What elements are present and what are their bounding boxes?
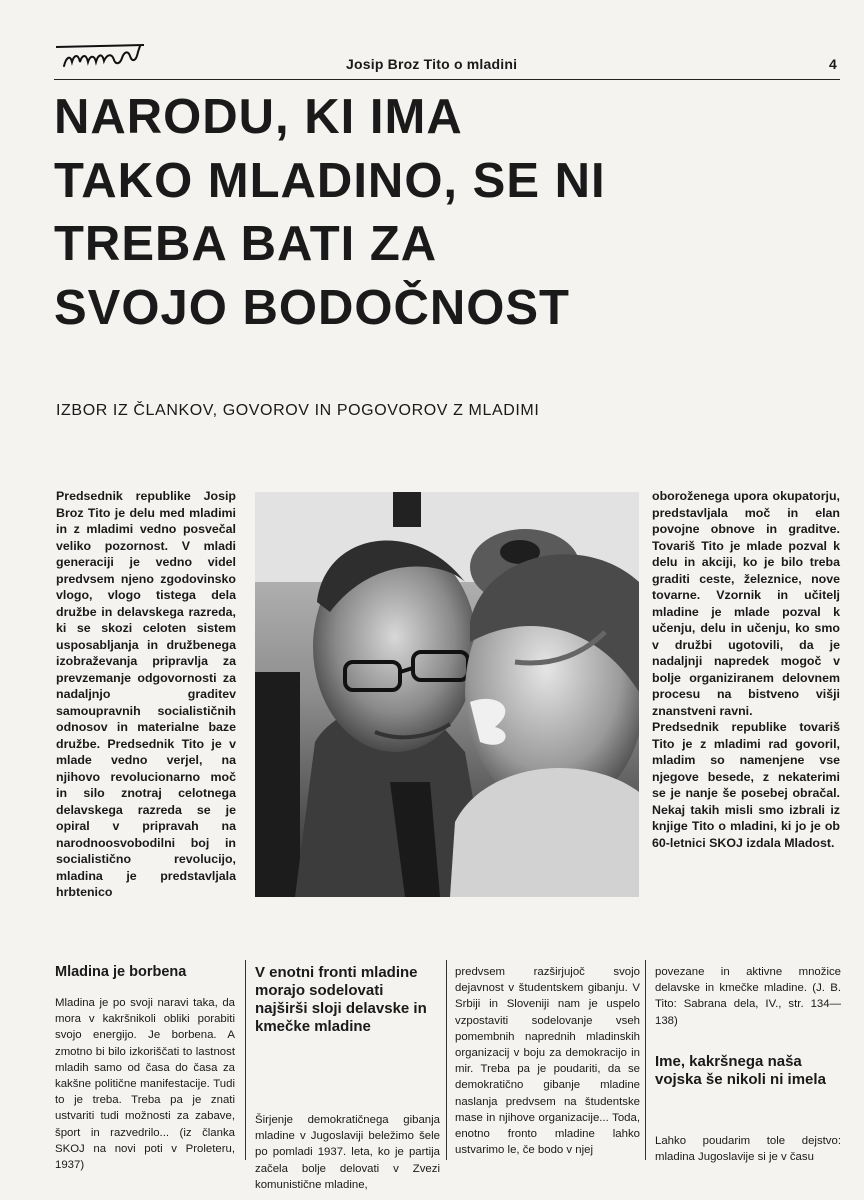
lead-paragraph: oboroženega upora okupatorju, predstavljala moč in elan povojne obnove in graditve. Tovariš Tito je mlade pozval k delu in akciji, ko je bilo treba graditi ceste, železnice, nove tovarne. Vzornik in učitelj mladine je mlade pozval k učenju, delu in učenju, ko smo v družbi ugotovili, da je nadaljnji napredek mogoč v bolje organiziranem delovnem procesu na bistveno višji znanstveni ravni. (652, 489, 840, 718)
section-heading: Mladina je borbena (55, 964, 187, 980)
lead-paragraph: Predsednik republike tovariš Tito je z mladimi rad govoril, mladim so namenjene vse njegove besede, z nekaterimi se je nanje še posebej obračal. Nekaj takih misli smo izbrali iz knjige Tito o mladini, ki jo je ob 60-letnici SKOJ izdala Mladost. (652, 720, 840, 850)
subtitle: IZBOR IZ ČLANKOV, GOVOROV IN POGOVOROV Z MLADIMI (56, 402, 540, 419)
section-heading: Ime, kakršnega naša vojska še nikoli ni imela (655, 1053, 826, 1088)
column-divider (245, 960, 246, 1160)
section-body: predvsem razširjujoč svojo dejavnost v študentskem gibanju. V Srbiji in Sloveniji nam je uspelo vzpostaviti sodelovanje vseh pomembnih naprednih mladinskih organizacij v boju za demokracijo in mir. Treba pa je poudariti, da se demokratično gibanje mladine naslanja predvsem na študentske mase in njihove organizacije... Toda, enotno fronto mladine lahko ustvarimo le, če bodo v njej (455, 966, 640, 1157)
section-heading: V enotni fronti mladine morajo sodelovati najširši sloji delavske in kmečke mladine (255, 964, 427, 1035)
headline-line: TAKO MLADINO, SE NI (54, 153, 606, 208)
running-header-title: Josip Broz Tito o mladini (346, 56, 518, 72)
headline (54, 86, 814, 340)
tito-photo (255, 492, 639, 897)
section-body: Mladina je po svoji naravi taka, da mora v kakršnikoli obliki porabiti svojo energijo. Je borbena. A zmotno bi bilo izkoriščati to lastnost mladih samo od časa do časa za kakšne politične manifestacije. Tudi to je treba. Treba pa je znati ustvariti tudi možnosti za zabave, šport in razvedrilo... (iz članka SKOJ na novi poti v Proleteru, 1937) (55, 997, 235, 1172)
column-divider (446, 960, 447, 1160)
headline-line: NARODU, KI IMA (54, 90, 463, 144)
magazine-logo (52, 40, 152, 74)
section-body: Širjenje demokratičnega gibanja mladine v Jugoslaviji beležimo šele po pomladi 1937. leta, ko je partija začela bolje delovati v Zvezi komunistične mladine, (255, 1114, 440, 1191)
headline-line: SVOJO BODOČNOST (54, 280, 570, 335)
header-rule (54, 79, 840, 80)
column-divider (645, 960, 646, 1160)
section-body: Lahko poudarim tole dejstvo: mladina Jugoslavije si je v času (655, 1135, 841, 1164)
headline-line: TREBA BATI ZA (54, 217, 438, 271)
section-body: povezane in aktivne množice delavske in kmečke mladine. (J. B. Tito: Sabrana dela, IV., str. 134—138) (655, 966, 841, 1027)
page-number: 4 (829, 56, 837, 72)
lead-text-right (652, 488, 840, 851)
lead-text-left: Predsednik republike Josip Broz Tito je delu med mladimi in z mladimi vedno posvečal veliko pozornost. V mladi generaciji je vedno videl predvsem njeno zgodovinsko vlogo, vlogo tistega dela družbe in delavskega razreda, ki se skozi celoten sistem usposabljanja in družbenega izobraževanja pripravlja za prevzemanje odgovornosti za nadaljnjo graditev samoupravnih socialističnih odnosov in materialne baze družbe. Predsednik Tito je v mlade vedno verjel, na njihovo revolucionarno moč in silo znotraj celotnega delavskega razreda se je opiral v pripravah na narodnoosvobodilni boj in socialistično revolucijo, mladina je predstavljala hrbtenico (56, 489, 236, 899)
